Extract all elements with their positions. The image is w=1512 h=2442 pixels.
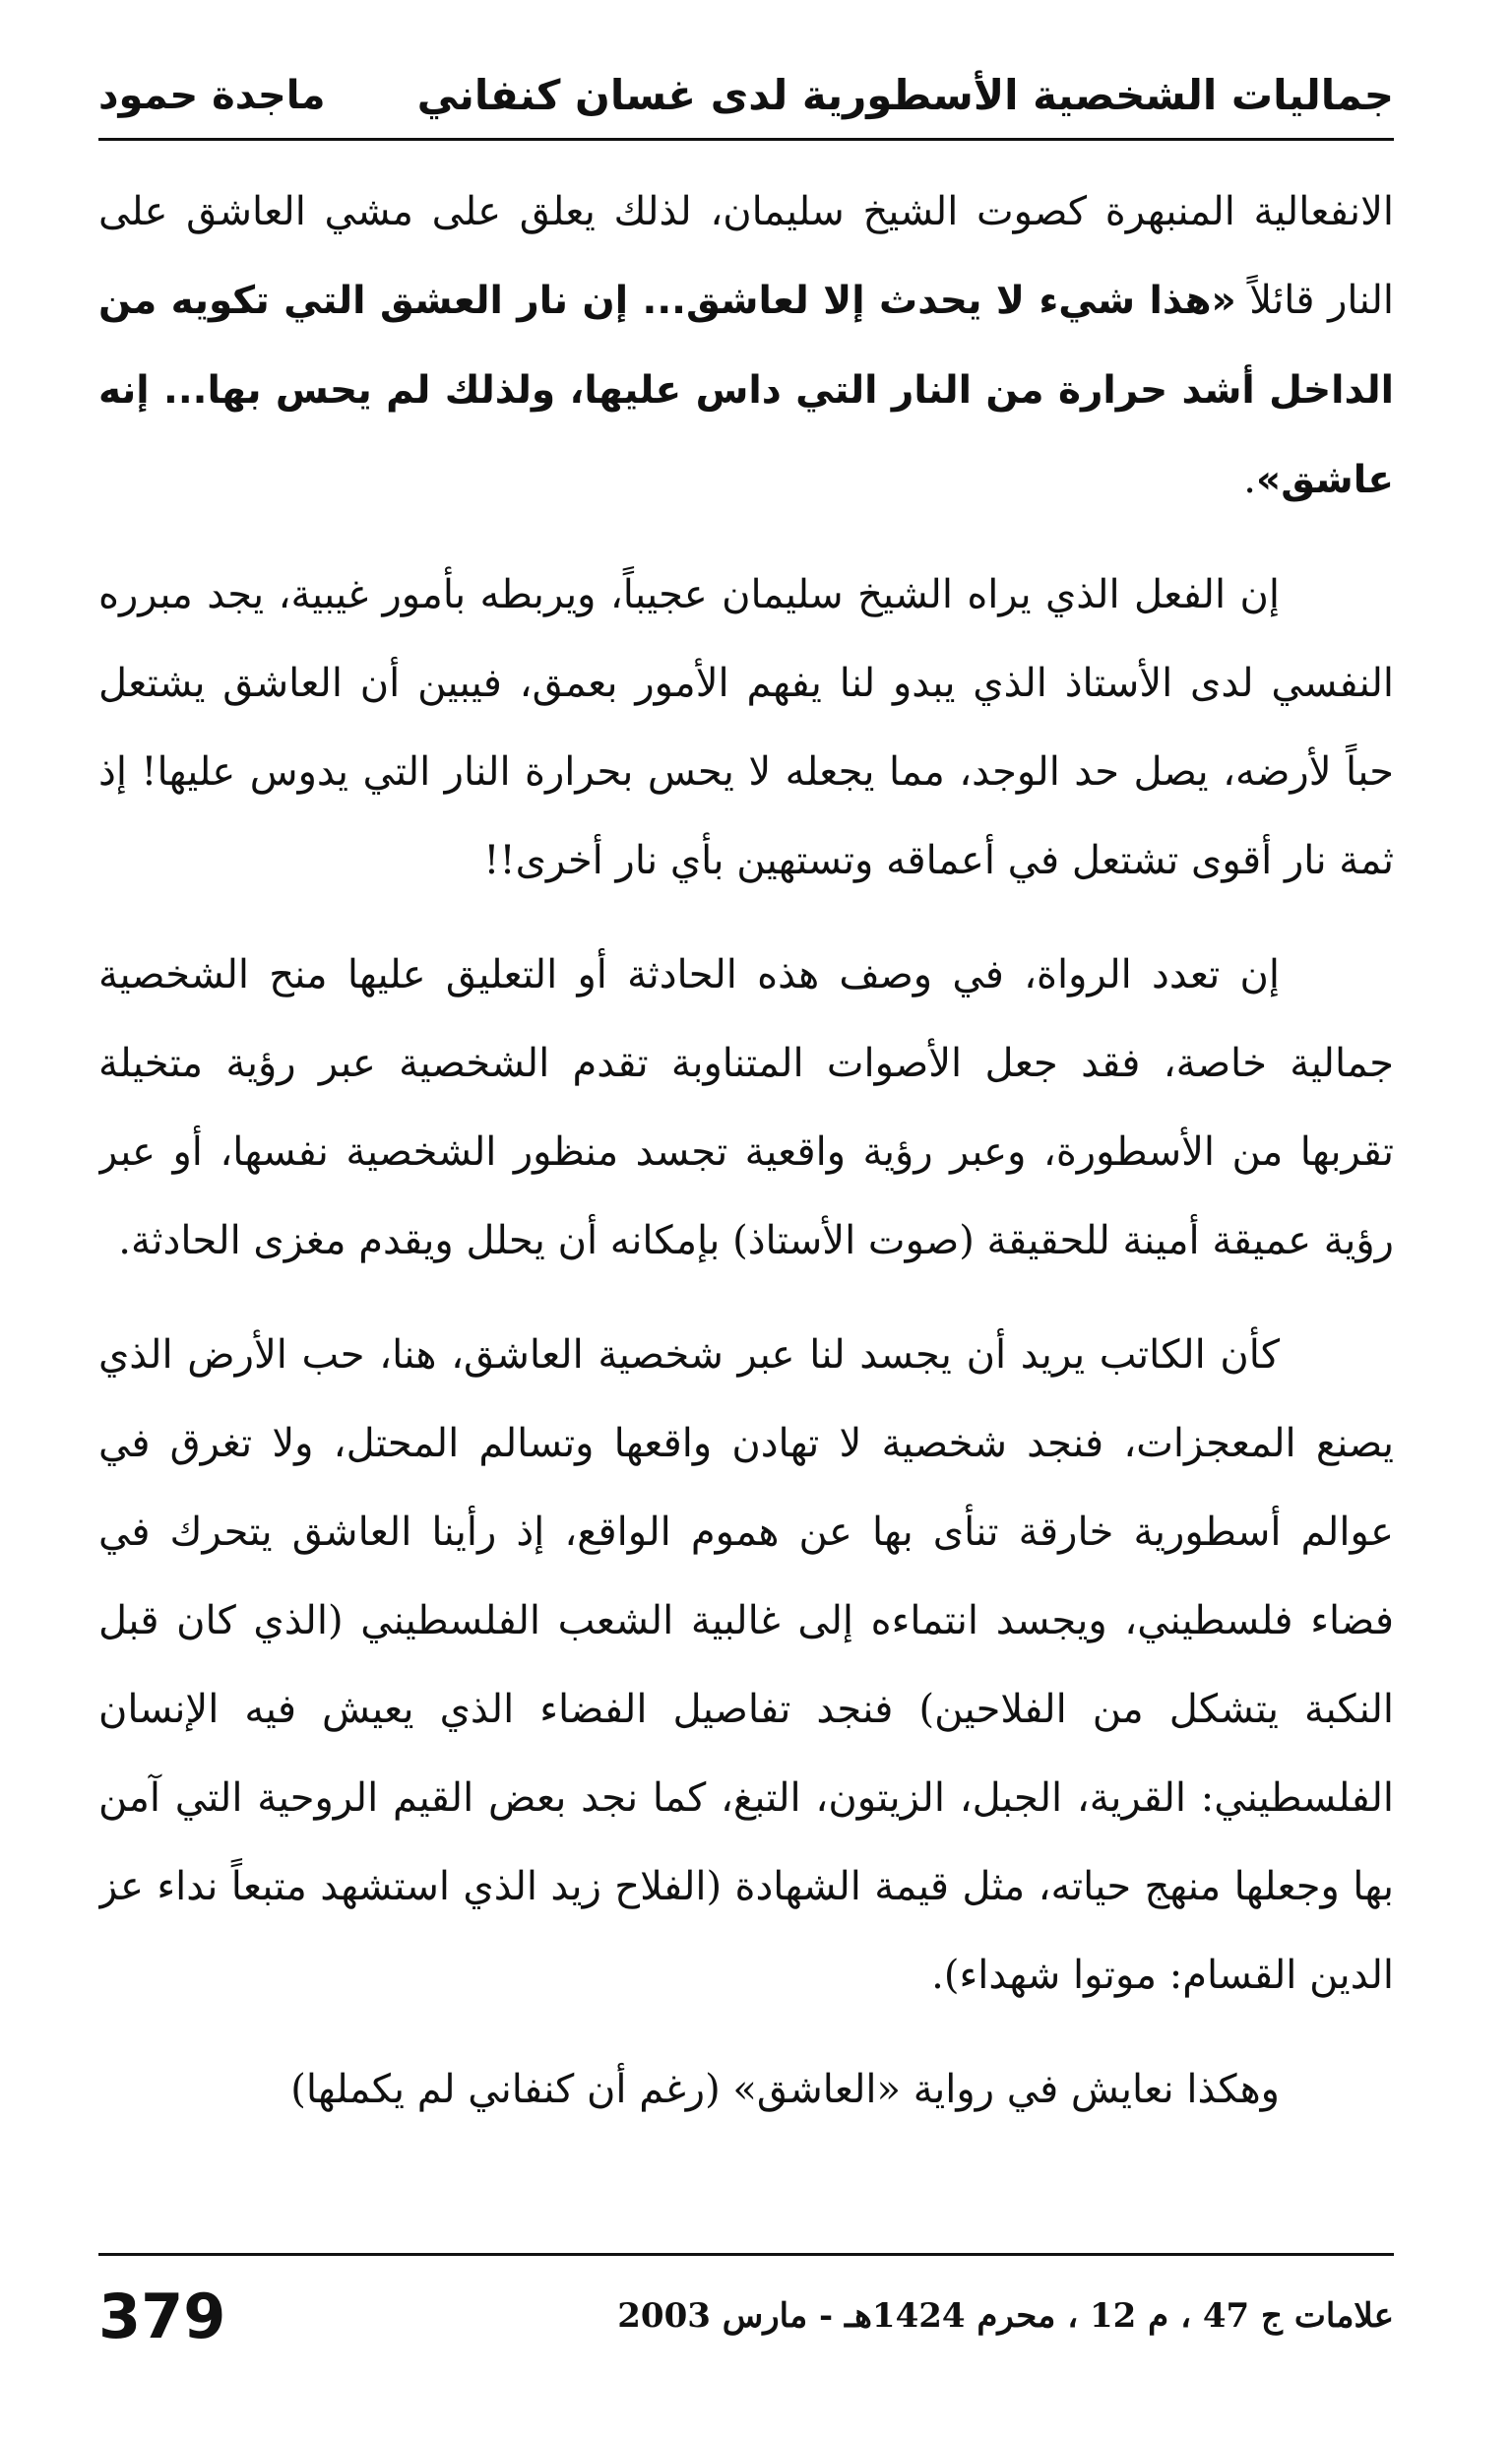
page-number: 379 <box>98 2281 226 2352</box>
paragraph-1-text: الانفعالية المنبهرة كصوت الشيخ سليمان، لذلك يعلق على مشي العاشق على النار قائلاً <box>98 189 1394 323</box>
article-body <box>98 167 1394 2235</box>
bold-quotation: «هذا شيء لا يحدث إلا لعاشق... إن نار العشق التي تكويه من الداخل أشد حرارة من النار التي داس عليها، ولذلك لم يحس بها... إنه عاشق» <box>98 279 1394 502</box>
paragraph-2: إن الفعل الذي يراه الشيخ سليمان عجيباً، ويربطه بأمور غيبية، يجد مبرره النفسي لدى الأستاذ الذي يبدو لنا يفهم الأمور بعمق، فيبين أن العاشق يشتعل حباً لأرضه، يصل حد الوجد، مما يجعله لا يحس بحرارة النار التي يدوس عليها! إذ ثمة نار أقوى تشتعل في أعماقه وتستهين بأي نار أخرى!! <box>98 572 1394 883</box>
journal-citation: علامات ج 47 ، م 12 ، محرم 1424هـ - مارس 2003 <box>617 2296 1394 2336</box>
paragraph-5: وهكذا نعايش في رواية «العاشق» (رغم أن كنفاني لم يكملها) <box>290 2067 1280 2112</box>
footer-divider <box>98 2253 1394 2256</box>
running-header <box>98 61 1394 140</box>
paragraph-1 <box>98 167 1394 525</box>
paragraph-4: كأن الكاتب يريد أن يجسد لنا عبر شخصية العاشق، هنا، حب الأرض الذي يصنع المعجزات، فنجد شخصية لا تهادن واقعها وتسالم المحتل، ولا تغرق في عوالم أسطورية خارقة تنأى بها عن هموم الواقع، إذ رأينا العاشق يتحرك في فضاء فلسطيني، ويجسد انتماءه إلى غالبية الشعب الفلسطيني (الذي كان قبل النكبة يتشكل من الفلاحين) فنجد تفاصيل الفضاء الذي يعيش فيه الإنسان الفلسطيني: القرية، الجبل، الزيتون، التبغ، كما نجد بعض القيم الروحية التي آمن بها وجعلها منهج حياته، مثل قيمة الشهادة (الفلاح زيد الذي استشهد متبعاً نداء عز الدين القسام: موتوا شهداء). <box>98 1332 1394 1998</box>
paragraph-1-end: . <box>1243 457 1256 502</box>
paragraph-3: إن تعدد الرواة، في وصف هذه الحادثة أو التعليق عليها منح الشخصية جمالية خاصة، فقد جعل الأصوات المتناوبة تقدم الشخصية عبر رؤية متخيلة تقربها من الأسطورة، وعبر رؤية واقعية تجسد منظور الشخصية نفسها، أو عبر رؤية عميقة أمينة للحقيقة (صوت الأستاذ) بإمكانه أن يحلل ويقدم مغزى الحادثة. <box>98 952 1394 1263</box>
article-title: جماليات الشخصية الأسطورية لدى غسان كنفاني <box>416 71 1394 119</box>
page-footer <box>98 2265 1394 2373</box>
author-name: ماجدة حمود <box>98 73 326 118</box>
header-divider <box>98 138 1394 141</box>
